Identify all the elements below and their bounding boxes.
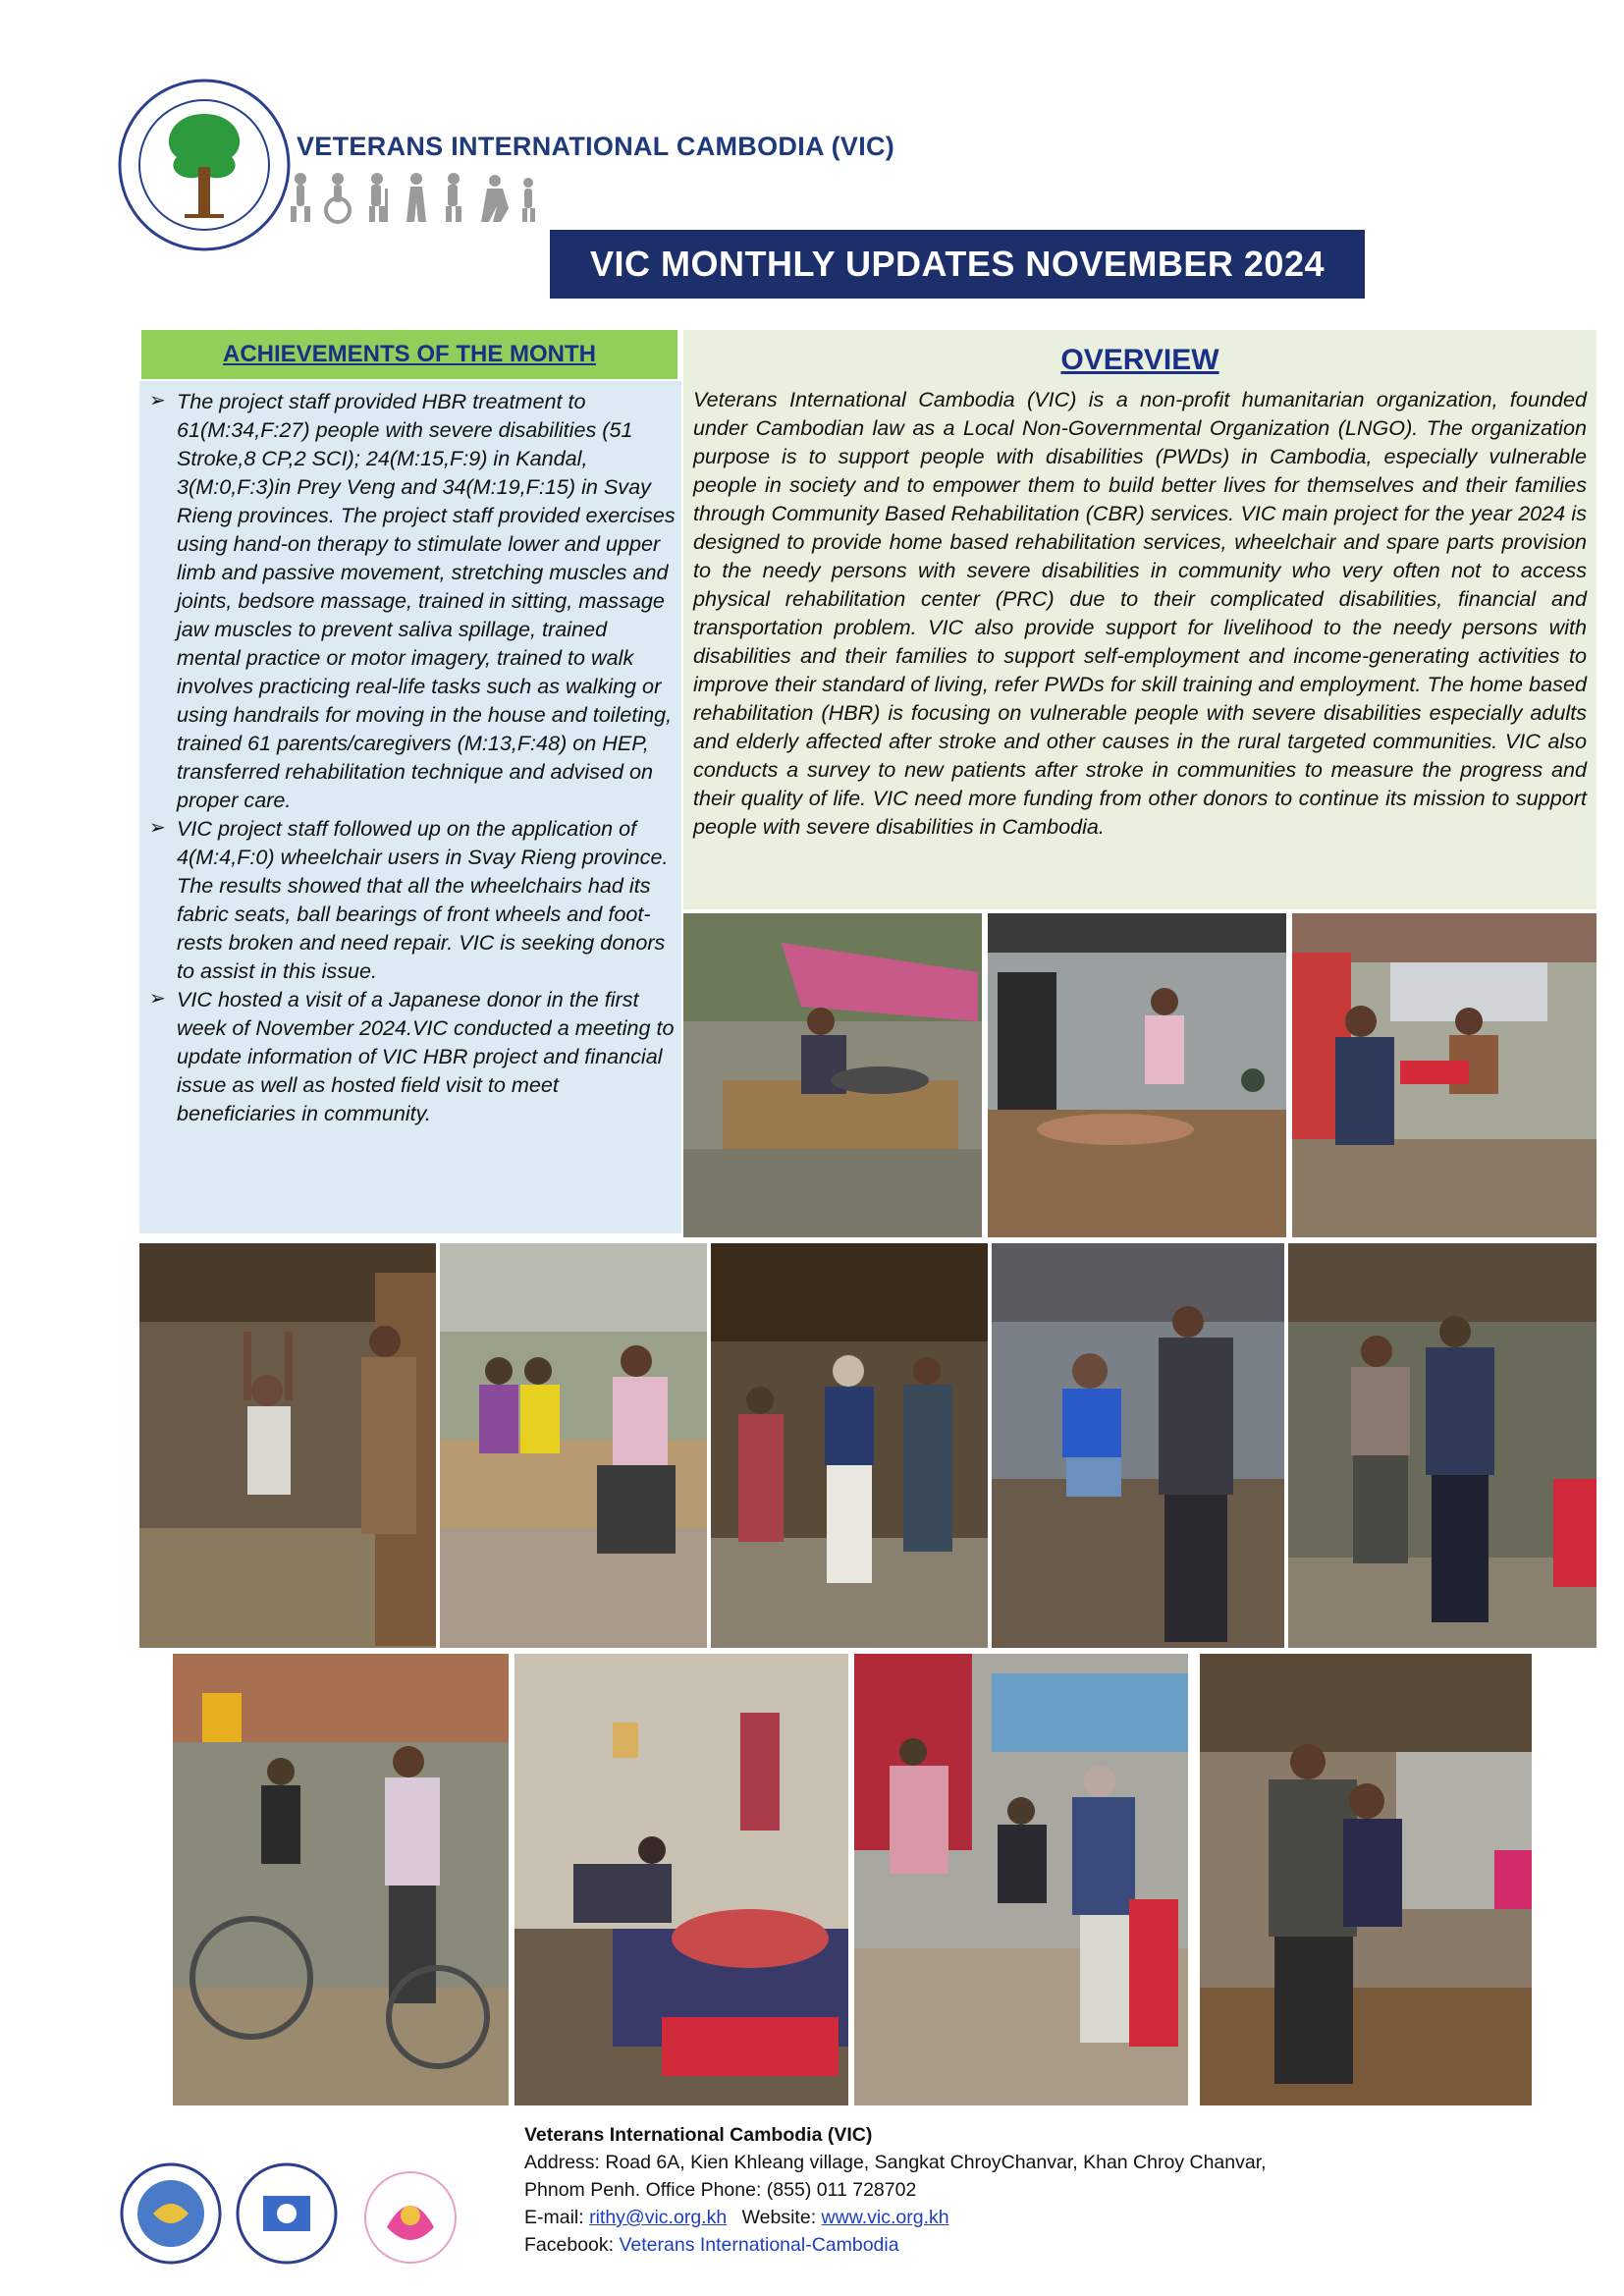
footer-contact [524, 2121, 1506, 2259]
email-label: E-mail: [524, 2207, 590, 2228]
list-item [147, 814, 676, 985]
achievement-text: The project staff provided HBR treatment to 61(M:34,F:27) people with severe disabilities (51 Stroke,8 CP,2 SCI); 24(M:15,F:9) in Kandal, 3(M:0,F:3)in Prey Veng and 34(M:19,F:15) in Svay Rieng provinces. The project staff provided exercises using hand-on therapy to stimulate lower and upper limb and passive movement, stretching muscles and joints, bedsore massage, trained in sitting, massage jaw muscles to prevent saliva spillage, trained mental practice or motor imagery, trained to walk involves practicing real-life tasks such as walking or using handrails for moving in the house and toileting, trained 61 parents/caregivers (M:13,F:48) on HEP, transferred rehabilitation technique and advised on proper care. [177, 389, 676, 812]
arrow-bullet-icon: ➢ [149, 988, 166, 1010]
achievement-text: VIC hosted a visit of a Japanese donor in the first week of November 2024.VIC conducted a meeting to update information of VIC HBR project and financial issue as well as hosted field visit to meet beneficiaries in community. [177, 987, 675, 1125]
overview-heading: OVERVIEW [1060, 344, 1219, 376]
footer-contact-line [524, 2204, 1506, 2231]
achievements-panel [139, 381, 681, 1233]
list-item [147, 985, 676, 1127]
facebook-label: Facebook: [524, 2234, 620, 2256]
footer-org-name: Veterans International Cambodia (VIC) [524, 2124, 873, 2146]
website-label: Website: [741, 2207, 822, 2228]
arrow-bullet-icon: ➢ [149, 390, 166, 411]
page-title: VIC MONTHLY UPDATES NOVEMBER 2024 [550, 230, 1365, 299]
photo-bedside-therapy [514, 1654, 848, 2105]
photo-tricycle-wheelchair [173, 1654, 509, 2105]
overview-text: Veterans International Cambodia (VIC) is a non-profit humanitarian organization, founded under Cambodian law as a Local Non-Governmental Organization (LNGO). The organization purpose is to support people with disabilities (PWDs) in Cambodia, especially vulnerable people in society and to empower them to build better lives for themselves and their families through Community Based Rehabilitation (CBR) services. VIC main project for the year 2024 is designed to provide home based rehabilitation services, wheelchair and spare parts provision to the needy persons with severe disabilities in community who very often not to access physical rehabilitation center (PRC) due to their complicated disabilities, financial and transportation problem. VIC also provide support for livelihood to the needy persons with disabilities and their families to support self-employment and income-generating activities to improve their standard of living, refer PWDs for skill training and employment. The home based rehabilitation (HBR) is focusing on vulnerable people with severe disabilities especially adults and elderly affected after stroke and other causes in the rural targeted communities. VIC also conducts a survey to new patients after stroke in communities to measure the progress and their quality of life. VIC need more funding from other donors to continue its mission to support people with severe disabilities in Cambodia. [693, 387, 1587, 839]
photo-hand-therapy [1288, 1243, 1597, 1648]
footer-address-line-1: Address: Road 6A, Kien Khleang village, Sangkat ChroyChanvar, Khan Chroy Chanvar, [524, 2152, 1267, 2173]
achievement-text: VIC project staff followed up on the application of 4(M:4,F:0) wheelchair users in Svay Rieng province. The results showed that all the wheelchairs had its fabric seats, ball bearings of front wheels and foot-rests broken and need repair. VIC is seeking donors to assist in this issue. [177, 816, 669, 983]
achievements-list [139, 381, 681, 1127]
achievements-heading: ACHIEVEMENTS OF THE MONTH [141, 330, 677, 379]
partner-logos [116, 2155, 469, 2282]
photo-leg-assessment [440, 1243, 707, 1648]
footer-address-line-2: Phnom Penh. Office Phone: (855) 011 728702 [524, 2179, 917, 2201]
facebook-link[interactable]: Veterans International-Cambodia [619, 2234, 899, 2256]
photo-exercise-on-floor [988, 913, 1286, 1237]
disability-pictograms [287, 169, 542, 224]
photo-donor-visit-group [711, 1243, 988, 1648]
list-item [147, 387, 676, 814]
photo-foot-massage [854, 1654, 1188, 2105]
arrow-bullet-icon: ➢ [149, 817, 166, 839]
photo-child-support [1200, 1654, 1532, 2105]
website-link[interactable]: www.vic.org.kh [821, 2207, 949, 2228]
email-link[interactable]: rithy@vic.org.kh [589, 2207, 728, 2228]
photo-therapy-on-bed [683, 913, 982, 1237]
footer-facebook-line [524, 2231, 1506, 2259]
vic-logo [116, 77, 293, 253]
org-name: VETERANS INTERNATIONAL CAMBODIA (VIC) [297, 132, 895, 161]
photo-arm-raise-exercise [139, 1243, 436, 1648]
overview-panel [683, 330, 1597, 909]
photo-jaw-massage [992, 1243, 1284, 1648]
photo-arm-therapy [1292, 913, 1597, 1237]
